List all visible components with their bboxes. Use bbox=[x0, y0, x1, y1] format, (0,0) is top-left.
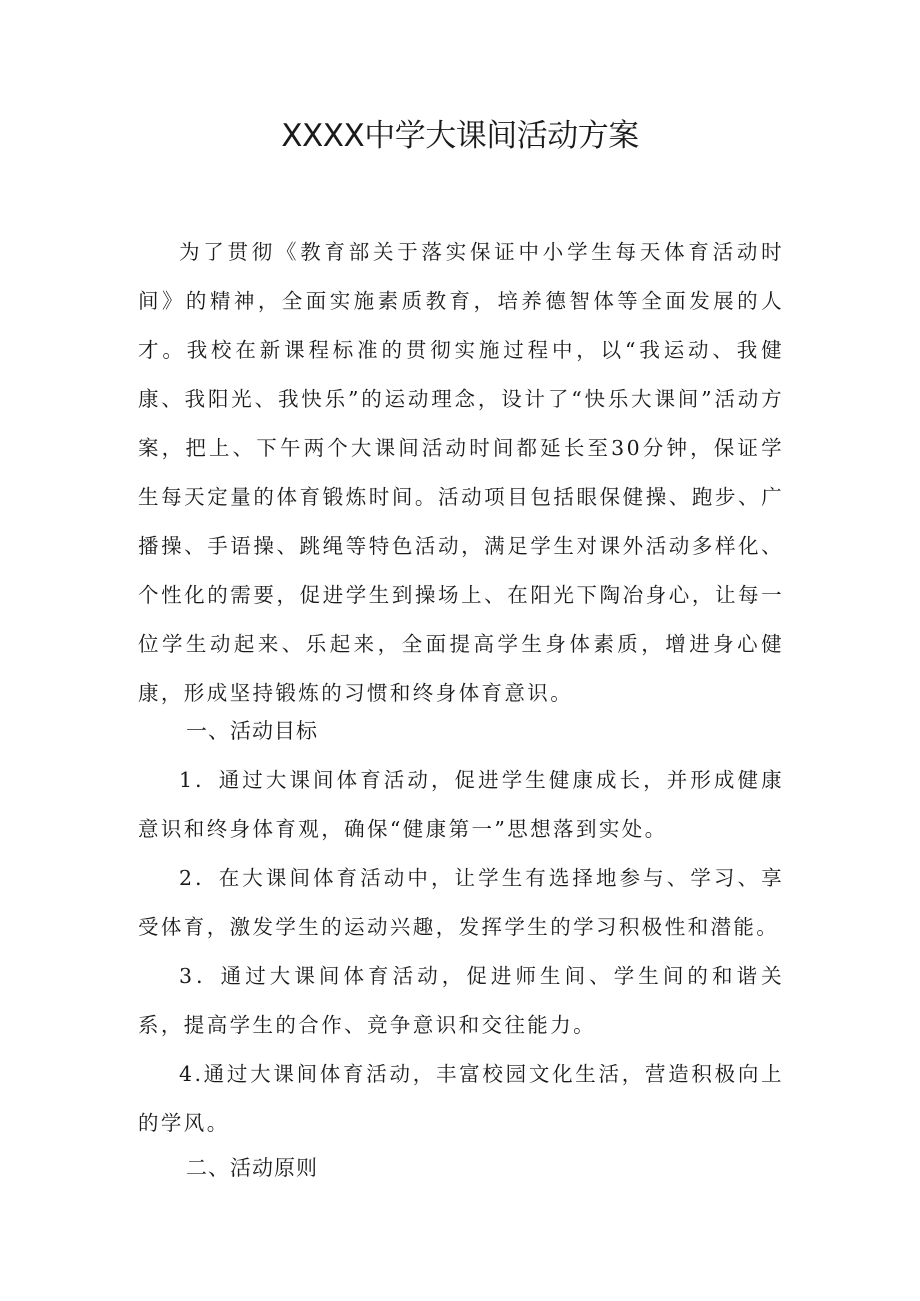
goal-item-3: 3．通过大课间体育活动，促进师生间、学生间的和谐关系，提高学生的合作、竞争意识和交往能力。 bbox=[138, 964, 784, 1037]
goal-item-1: 1．通过大课间体育活动，促进学生健康成长，并形成健康意识和终身体育观，确保“健康第一”思想落到实处。 bbox=[138, 768, 784, 841]
goal-item-4: 4.通过大课间体育活动，丰富校园文化生活，营造积极向上的学风。 bbox=[138, 1062, 784, 1135]
section-heading-goals: 一、活动目标 bbox=[186, 719, 318, 743]
section-heading-principles: 二、活动原则 bbox=[186, 1156, 318, 1180]
intro-paragraph: 为了贯彻《教育部关于落实保证中小学生每天体育活动时间》的精神，全面实施素质教育，培养德智体等全面发展的人才。我校在新课程标准的贯彻实施过程中，以“我运动、我健康、我阳光、我快乐”的运动理念，设计了“快乐大课间”活动方案，把上、下午两个大课间活动时间都延长至30分钟，保证学生每天定量的体育锻炼时间。活动项目包括眼保健操、跑步、广播操、手语操、跳绳等特色活动，满足学生对课外活动多样化、个性化的需要，促进学生到操场上、在阳光下陶冶身心，让每一位学生动起来、乐起来，全面提高学生身体素质，增进身心健康，形成坚持锻炼的习惯和终身体育意识。 bbox=[138, 240, 784, 705]
goal-item-2: 2．在大课间体育活动中，让学生有选择地参与、学习、享受体育，激发学生的运动兴趣，发挥学生的学习积极性和潜能。 bbox=[138, 866, 784, 939]
document-title: XXXX中学大课间活动方案 bbox=[281, 118, 639, 154]
